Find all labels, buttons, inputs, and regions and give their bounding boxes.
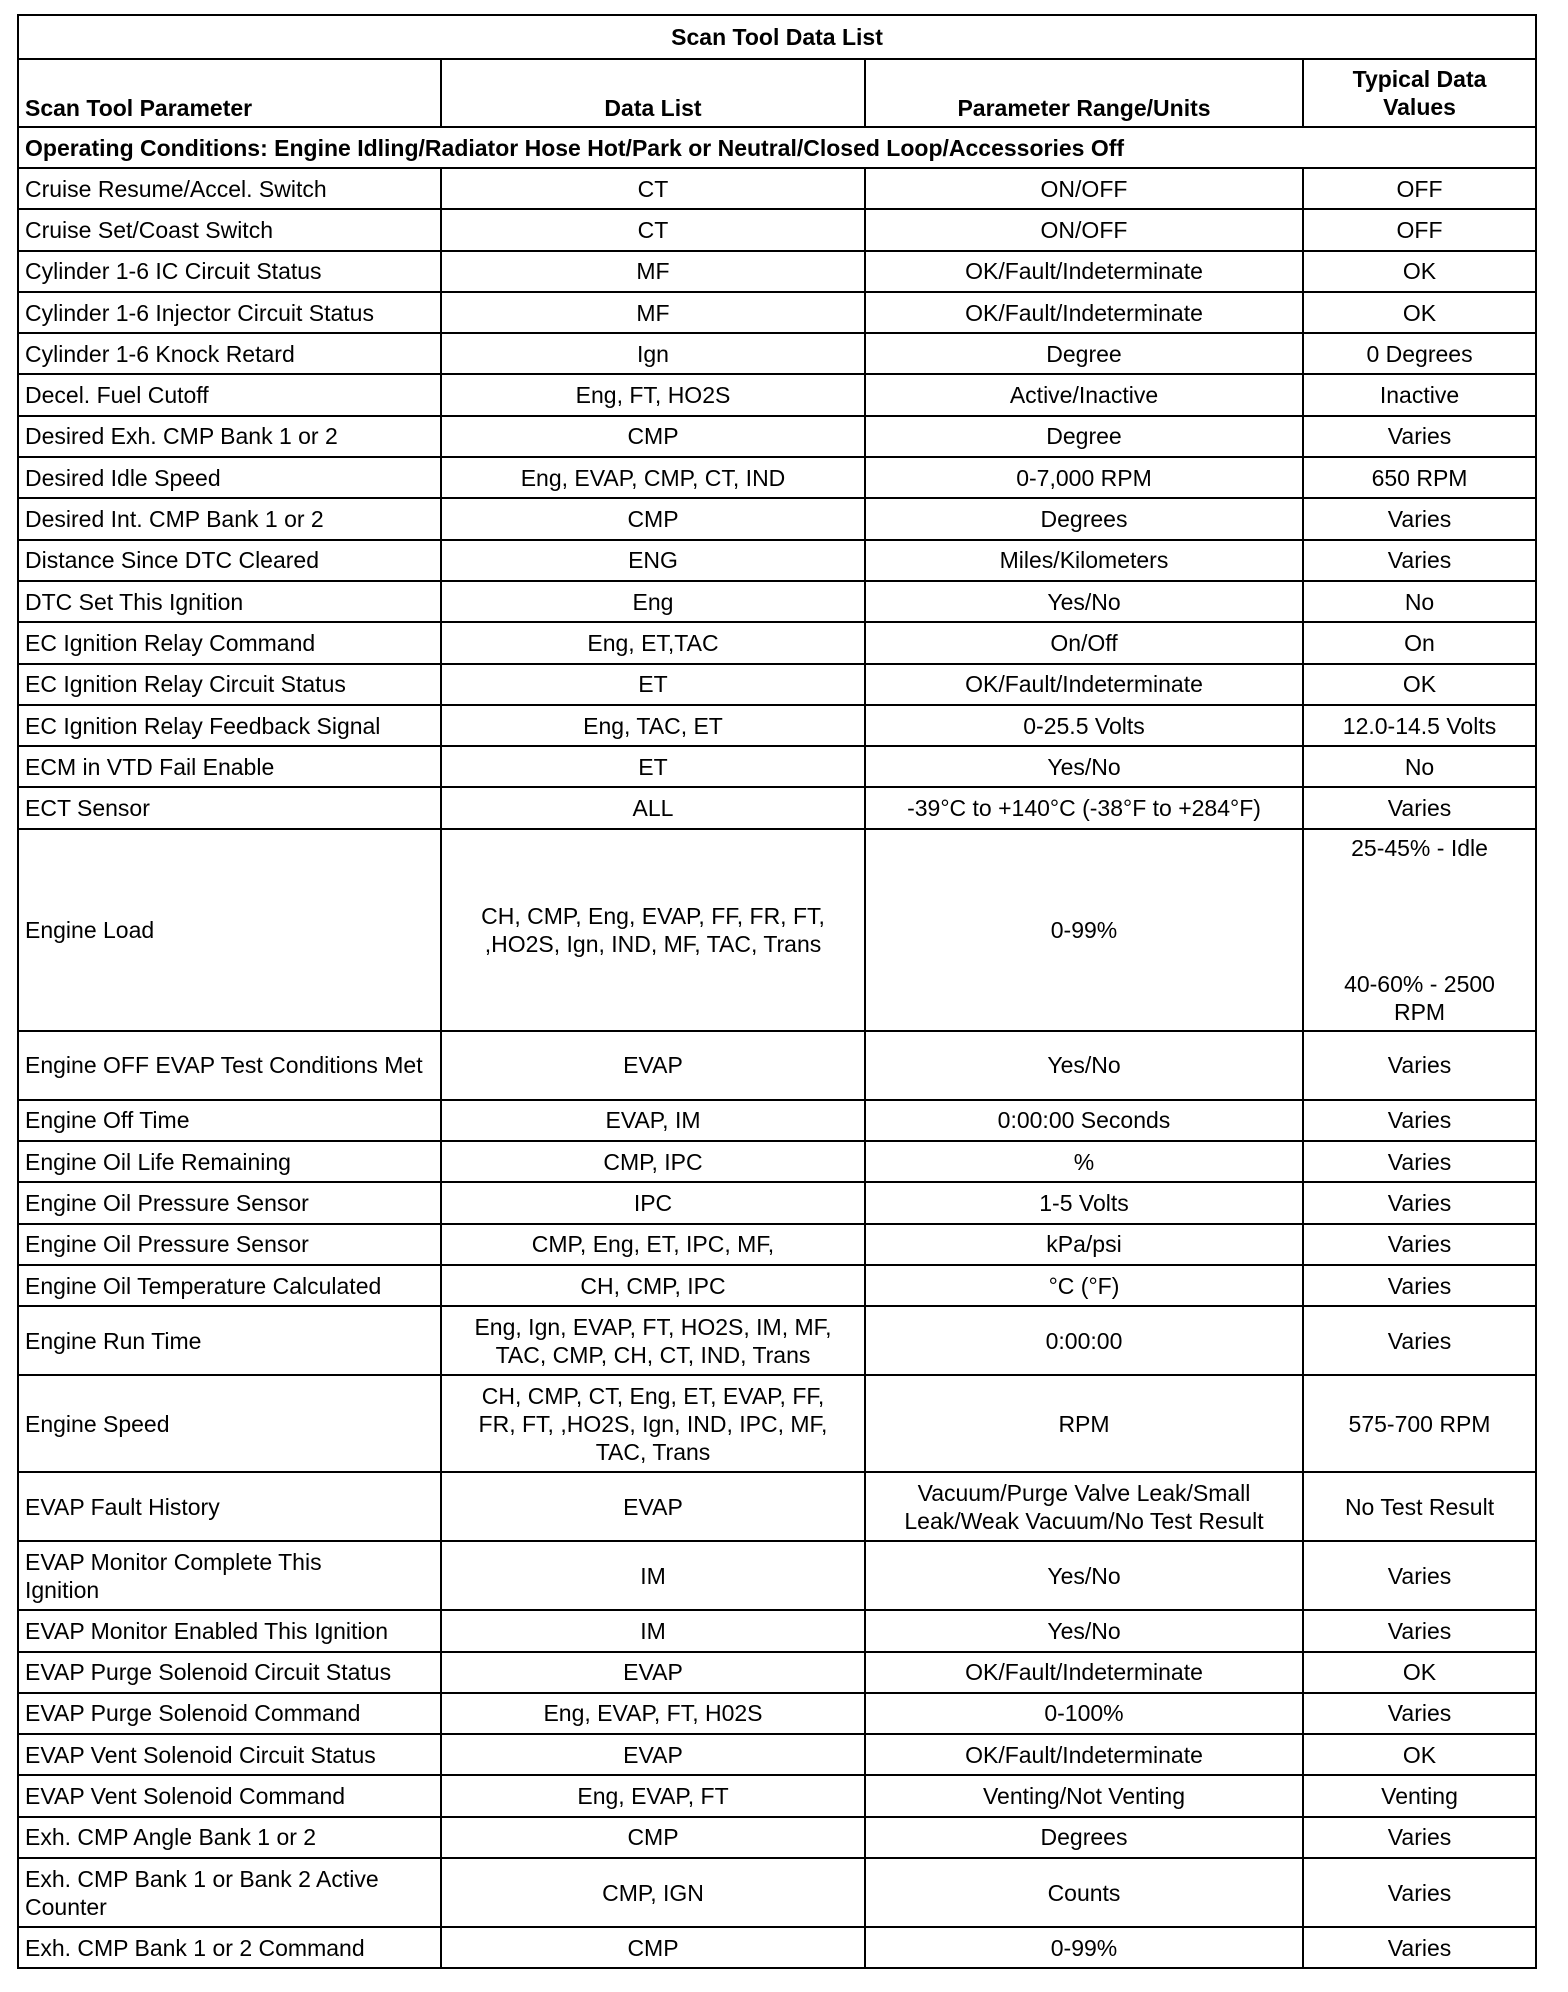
table-row [18,251,1536,292]
table-row [18,1927,1536,1968]
data-list-cell: Eng, ET,TAC [441,622,865,663]
range-cell: Counts [865,1858,1303,1927]
table-row [18,1817,1536,1858]
parameter-cell: Engine Oil Temperature Calculated [18,1265,441,1306]
typical-cell: Varies [1303,1100,1536,1141]
typical-cell: Varies [1303,1224,1536,1265]
table-row [18,1858,1536,1927]
data-list-cell: CMP [441,1817,865,1858]
typical-cell: OK [1303,1734,1536,1775]
range-cell: Miles/Kilometers [865,540,1303,581]
parameter-cell: EVAP Monitor Complete This Ignition [18,1541,441,1610]
range-cell: 0-99% [865,829,1303,1031]
parameter-cell: EC Ignition Relay Circuit Status [18,664,441,705]
header-scan-tool-parameter: Scan Tool Parameter [18,59,441,127]
table-row [18,1265,1536,1306]
typical-cell: Varies [1303,1031,1536,1100]
data-list-cell: Eng, EVAP, FT [441,1775,865,1816]
parameter-cell: Exh. CMP Bank 1 or Bank 2 Active Counter [18,1858,441,1927]
data-list-cell: Eng, TAC, ET [441,705,865,746]
typical-cell: No [1303,746,1536,787]
table-row [18,1375,1536,1472]
data-list-cell: MF [441,251,865,292]
data-list-cell: EVAP [441,1652,865,1693]
range-cell: OK/Fault/Indeterminate [865,292,1303,333]
parameter-cell: EC Ignition Relay Command [18,622,441,663]
data-list-cell: CT [441,168,865,209]
table-row [18,1652,1536,1693]
parameter-cell: Engine Oil Life Remaining [18,1141,441,1182]
table-row [18,540,1536,581]
table-row [18,457,1536,498]
data-list-cell: Ign [441,333,865,374]
table-row [18,292,1536,333]
table-row [18,498,1536,539]
data-list-cell: CMP [441,416,865,457]
typical-cell: Varies [1303,1141,1536,1182]
typical-cell: OK [1303,1652,1536,1693]
typical-cell: Varies [1303,416,1536,457]
data-list-cell: EVAP [441,1472,865,1541]
range-cell: ON/OFF [865,209,1303,250]
typical-cell: 575-700 RPM [1303,1375,1536,1472]
typical-cell: Varies [1303,498,1536,539]
table-row [18,1306,1536,1375]
typical-cell: Varies [1303,1265,1536,1306]
parameter-cell: EVAP Monitor Enabled This Ignition [18,1610,441,1651]
header-data-list: Data List [441,59,865,127]
typical-cell: 0 Degrees [1303,333,1536,374]
typical-cell: Inactive [1303,374,1536,415]
table-row [18,374,1536,415]
parameter-cell: EVAP Vent Solenoid Command [18,1775,441,1816]
parameter-cell: EC Ignition Relay Feedback Signal [18,705,441,746]
parameter-cell: EVAP Purge Solenoid Command [18,1693,441,1734]
data-list-cell: Eng, FT, HO2S [441,374,865,415]
data-list-cell: EVAP, IM [441,1100,865,1141]
range-cell: Yes/No [865,1541,1303,1610]
range-cell: 0-100% [865,1693,1303,1734]
parameter-cell: Engine Speed [18,1375,441,1472]
data-list-cell: IPC [441,1182,865,1223]
table-row [18,1734,1536,1775]
parameter-cell: Cruise Set/Coast Switch [18,209,441,250]
parameter-cell: ECT Sensor [18,787,441,828]
table-row [18,622,1536,663]
parameter-cell: Engine Run Time [18,1306,441,1375]
parameter-cell: Cylinder 1-6 Knock Retard [18,333,441,374]
table-row [18,1182,1536,1223]
range-cell: Yes/No [865,1610,1303,1651]
typical-cell: Varies [1303,1610,1536,1651]
range-cell: 0-99% [865,1927,1303,1968]
data-list-cell: CH, CMP, Eng, EVAP, FF, FR, FT, ,HO2S, Ign, IND, MF, TAC, Trans [441,829,865,1031]
data-list-cell: ET [441,664,865,705]
table-row [18,333,1536,374]
parameter-cell: Desired Idle Speed [18,457,441,498]
typical-cell: Varies [1303,787,1536,828]
table-row [18,664,1536,705]
table-row [18,1775,1536,1816]
range-cell: OK/Fault/Indeterminate [865,251,1303,292]
range-cell: 1-5 Volts [865,1182,1303,1223]
range-cell: -39°C to +140°C (-38°F to +284°F) [865,787,1303,828]
typical-cell: OFF [1303,209,1536,250]
parameter-cell: Cruise Resume/Accel. Switch [18,168,441,209]
parameter-cell: Cylinder 1-6 Injector Circuit Status [18,292,441,333]
table-row [18,1224,1536,1265]
table-row [18,829,1536,1031]
data-list-cell: CH, CMP, CT, Eng, ET, EVAP, FF, FR, FT, ,HO2S, Ign, IND, IPC, MF, TAC, Trans [441,1375,865,1472]
parameter-cell: Desired Exh. CMP Bank 1 or 2 [18,416,441,457]
data-list-cell: CH, CMP, IPC [441,1265,865,1306]
range-cell: 0:00:00 Seconds [865,1100,1303,1141]
typical-cell: OK [1303,251,1536,292]
table-title: Scan Tool Data List [18,15,1536,59]
header-parameter-range: Parameter Range/Units [865,59,1303,127]
parameter-cell: EVAP Fault History [18,1472,441,1541]
table-row [18,1141,1536,1182]
range-cell: RPM [865,1375,1303,1472]
typical-cell: Venting [1303,1775,1536,1816]
range-cell: Vacuum/Purge Valve Leak/Small Leak/Weak Vacuum/No Test Result [865,1472,1303,1541]
range-cell: Degree [865,416,1303,457]
typical-cell: Varies [1303,1817,1536,1858]
parameter-cell: Cylinder 1-6 IC Circuit Status [18,251,441,292]
data-list-cell: MF [441,292,865,333]
data-list-cell: EVAP [441,1031,865,1100]
parameter-cell: ECM in VTD Fail Enable [18,746,441,787]
table-row [18,746,1536,787]
table-row [18,416,1536,457]
data-list-cell: EVAP [441,1734,865,1775]
typical-cell: 25-45% - Idle 40-60% - 2500 RPM [1303,829,1536,1031]
parameter-cell: Desired Int. CMP Bank 1 or 2 [18,498,441,539]
typical-cell: OK [1303,292,1536,333]
table-row [18,1693,1536,1734]
typical-cell: Varies [1303,1927,1536,1968]
range-cell: Active/Inactive [865,374,1303,415]
range-cell: OK/Fault/Indeterminate [865,664,1303,705]
typical-cell: Varies [1303,540,1536,581]
data-list-cell: CMP, IPC [441,1141,865,1182]
typical-cell: Varies [1303,1306,1536,1375]
range-cell: Degrees [865,498,1303,539]
data-list-cell: Eng, EVAP, CMP, CT, IND [441,457,865,498]
parameter-cell: Exh. CMP Bank 1 or 2 Command [18,1927,441,1968]
scan-tool-data-table-container [17,14,1535,1969]
typical-cell: 12.0-14.5 Volts [1303,705,1536,746]
range-cell: Yes/No [865,746,1303,787]
parameter-cell: Engine OFF EVAP Test Conditions Met [18,1031,441,1100]
scan-tool-data-table [17,14,1537,1969]
range-cell: Degrees [865,1817,1303,1858]
typical-cell: OK [1303,664,1536,705]
table-row [18,1100,1536,1141]
parameter-cell: EVAP Purge Solenoid Circuit Status [18,1652,441,1693]
typical-cell: On [1303,622,1536,663]
table-row [18,581,1536,622]
data-list-cell: CT [441,209,865,250]
table-row [18,168,1536,209]
data-list-cell: ENG [441,540,865,581]
typical-cell: Varies [1303,1858,1536,1927]
range-cell: Yes/No [865,581,1303,622]
parameter-cell: EVAP Vent Solenoid Circuit Status [18,1734,441,1775]
typical-cell: 650 RPM [1303,457,1536,498]
data-list-cell: CMP [441,1927,865,1968]
table-row [18,1472,1536,1541]
data-list-cell: IM [441,1541,865,1610]
range-cell: 0-25.5 Volts [865,705,1303,746]
range-cell: Venting/Not Venting [865,1775,1303,1816]
table-row [18,209,1536,250]
typical-cell: Varies [1303,1693,1536,1734]
data-list-cell: Eng [441,581,865,622]
data-list-cell: Eng, EVAP, FT, H02S [441,1693,865,1734]
parameter-cell: Distance Since DTC Cleared [18,540,441,581]
typical-cell: Varies [1303,1541,1536,1610]
range-cell: % [865,1141,1303,1182]
parameter-cell: Engine Oil Pressure Sensor [18,1224,441,1265]
range-cell: Yes/No [865,1031,1303,1100]
data-list-cell: Eng, Ign, EVAP, FT, HO2S, IM, MF, TAC, CMP, CH, CT, IND, Trans [441,1306,865,1375]
parameter-cell: Exh. CMP Angle Bank 1 or 2 [18,1817,441,1858]
data-list-cell: IM [441,1610,865,1651]
range-cell: kPa/psi [865,1224,1303,1265]
header-typical-values: Typical Data Values [1303,59,1536,127]
typical-cell: No [1303,581,1536,622]
parameter-cell: Engine Off Time [18,1100,441,1141]
data-list-cell: ET [441,746,865,787]
parameter-cell: Engine Load [18,829,441,1031]
range-cell: OK/Fault/Indeterminate [865,1652,1303,1693]
table-row [18,1610,1536,1651]
table-row [18,787,1536,828]
typical-cell: No Test Result [1303,1472,1536,1541]
parameter-cell: Decel. Fuel Cutoff [18,374,441,415]
range-cell: On/Off [865,622,1303,663]
parameter-cell: DTC Set This Ignition [18,581,441,622]
range-cell: Degree [865,333,1303,374]
parameter-cell: Engine Oil Pressure Sensor [18,1182,441,1223]
typical-cell: OFF [1303,168,1536,209]
range-cell: 0-7,000 RPM [865,457,1303,498]
table-row [18,1541,1536,1610]
data-list-cell: ALL [441,787,865,828]
range-cell: 0:00:00 [865,1306,1303,1375]
table-row [18,705,1536,746]
data-list-cell: CMP, Eng, ET, IPC, MF, [441,1224,865,1265]
data-list-cell: CMP [441,498,865,539]
range-cell: °C (°F) [865,1265,1303,1306]
data-list-cell: CMP, IGN [441,1858,865,1927]
range-cell: OK/Fault/Indeterminate [865,1734,1303,1775]
table-row [18,1031,1536,1100]
operating-conditions: Operating Conditions: Engine Idling/Radiator Hose Hot/Park or Neutral/Closed Loop/Accessories Off [18,127,1536,168]
typical-cell: Varies [1303,1182,1536,1223]
range-cell: ON/OFF [865,168,1303,209]
